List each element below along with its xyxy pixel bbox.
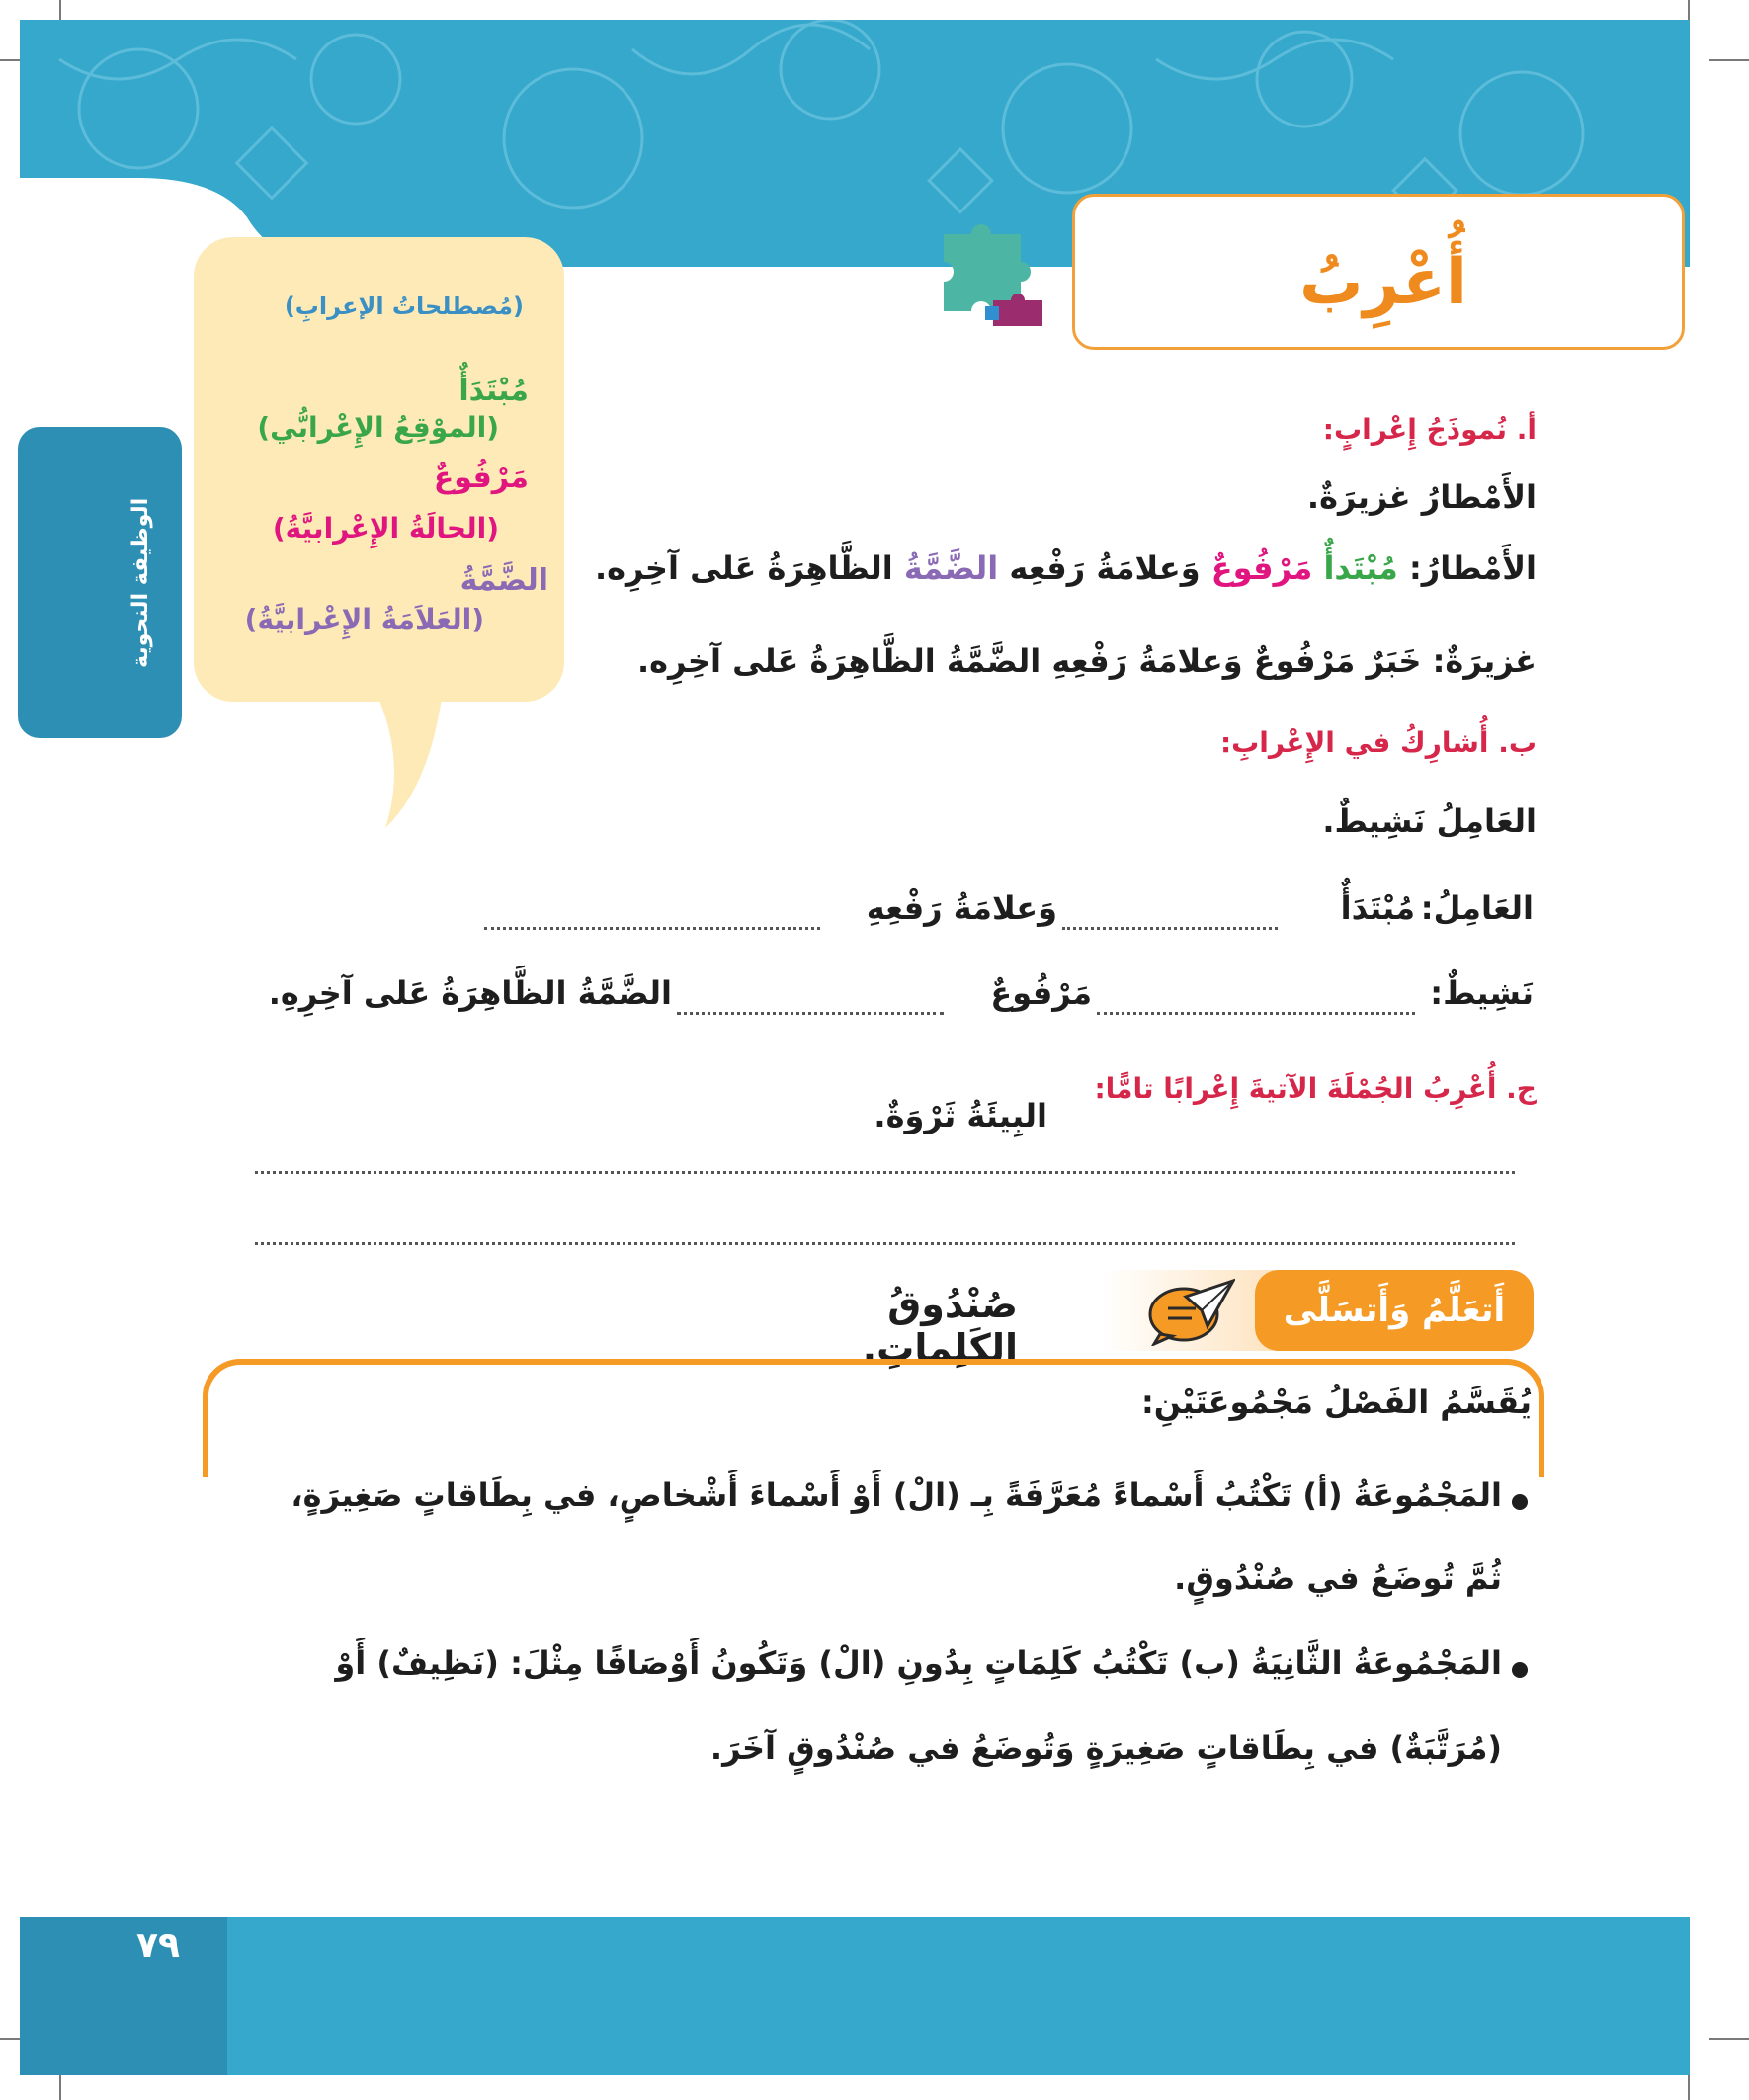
blank-line[interactable] (677, 1012, 944, 1015)
bullet1-line1: المَجْمُوعَةُ (أ) تَكْتُبُ أَسْماءً مُعَرَّفَةً بِـ (الْ) أَوْ أَسْماءَ أَشْخاصٍ، في بِطَاقاتٍ صَغِيرَةٍ، (291, 1476, 1502, 1514)
footer-band (20, 1917, 1690, 2075)
page-title: أُعْرِبُ (1299, 246, 1467, 319)
chat-plane-icon (1146, 1277, 1235, 1346)
word-damma: الضَّمَّةُ (903, 549, 999, 587)
section-b-sentence: العَامِلُ نَشِيطٌ. (1322, 802, 1537, 840)
section-b-end: الضَّمَّةُ الظَّاهِرَةُ عَلى آخِرِهِ. (268, 974, 672, 1012)
word-alamat-raf: وَعلامَةُ رَفْعِه (1009, 549, 1201, 587)
blank-line[interactable] (484, 927, 820, 930)
word-mubtada: مُبْتَدأٌ (1323, 549, 1398, 587)
learn-pill-label: أَتعَلَّمُ وَأَتسَلَّى (1283, 1291, 1506, 1330)
section-c-sentence: البِيئَةُ ثَرْوَةٌ. (874, 1097, 1047, 1134)
word-marfu: مَرْفُوعٌ (1210, 549, 1313, 587)
answer-line[interactable] (255, 1171, 1515, 1174)
section-b-alama: وَعلامَةُ رَفْعِهِ (866, 889, 1057, 927)
term-damma-note: (العَلاَمَةُ الإِعْرابيَّةُ) (244, 603, 484, 635)
section-b-word1: العَامِلُ: (1420, 889, 1534, 927)
answer-line[interactable] (255, 1242, 1515, 1245)
section-b-marfu: مَرْفُوعٌ (990, 974, 1092, 1012)
bullet2-line1: المَجْمُوعَةُ الثَّانِيَةُ (ب) تَكْتُبُ كَلِمَاتٍ بِدُونِ (الْ) وَتَكُونُ أَوْصَافًا مِثْلَ: (نَظِيفٌ) أَوْ (335, 1644, 1502, 1682)
puzzle-icon (924, 219, 1062, 338)
term-marfu-note: (الحالَةُ الإِعْرابيَّةُ) (272, 512, 499, 545)
bullet-dot (1512, 1662, 1528, 1678)
word-end: الظَّاهِرَةُ عَلى آخِرِه. (594, 549, 893, 587)
section-a-line2: غزيرَةٌ: خَبَرٌ مَرْفُوعٌ وَعلامَةُ رَفْعِهِ الضَّمَّةُ الظَّاهِرَةُ عَلى آخِرِه. (636, 642, 1537, 680)
learn-intro: يُقَسَّمُ الفَصْلُ مَجْمُوعَتَيْنِ: (1140, 1384, 1532, 1421)
page-number: ٧٩ (136, 1925, 180, 1966)
section-a-label: أ. نُموذَجُ إِعْرابٍ: (1322, 413, 1537, 446)
side-tab-label: الوظيفة النحوية (128, 497, 153, 669)
crop-mark (1709, 2038, 1749, 2040)
section-b-word2: نَشِيطٌ: (1430, 974, 1534, 1012)
section-b-label: ب. أُشارِكُ في الإِعْرابِ: (1219, 726, 1537, 759)
section-a-line1 (578, 549, 1537, 599)
bubble-tail (366, 672, 445, 830)
bullet2-line2: (مُرَتَّبَةٌ) في بِطَاقاتٍ صَغِيرَةٍ وَتُوضَعُ في صُنْدُوقٍ آخَرَ. (709, 1729, 1502, 1767)
section-c-label: ج. أُعْرِبُ الجُمْلَةَ الآتيةَ إِعْرابًا تامًّا: (1094, 1072, 1537, 1105)
term-mubtada-note: (الموْقِعُ الإِعْرابُّي) (257, 411, 499, 444)
terms-heading: (مُصطلحاتُ الإعرابِ) (284, 293, 524, 320)
term-damma: الضَّمَّةُ (459, 563, 548, 598)
word-amtar: الأَمْطارُ: (1408, 549, 1537, 587)
term-marfu: مَرْفُوعٌ (433, 461, 529, 495)
blank-line[interactable] (1097, 1012, 1415, 1015)
learn-title: صُنْدُوقُ الكَلِماتِ. (862, 1283, 1018, 1370)
term-mubtada: مُبْتَدَأٌ (458, 374, 529, 408)
bullet-dot (1512, 1494, 1528, 1510)
crop-mark (1709, 59, 1749, 61)
blank-line[interactable] (1062, 927, 1278, 930)
bullet1-line2: ثُمَّ تُوضَعُ في صُنْدُوقٍ. (1174, 1559, 1502, 1597)
section-a-sentence: الأَمْطارُ غزيرَةٌ. (1306, 478, 1537, 516)
section-b-mubtada: مُبْتَدَأٌ (1340, 889, 1415, 927)
